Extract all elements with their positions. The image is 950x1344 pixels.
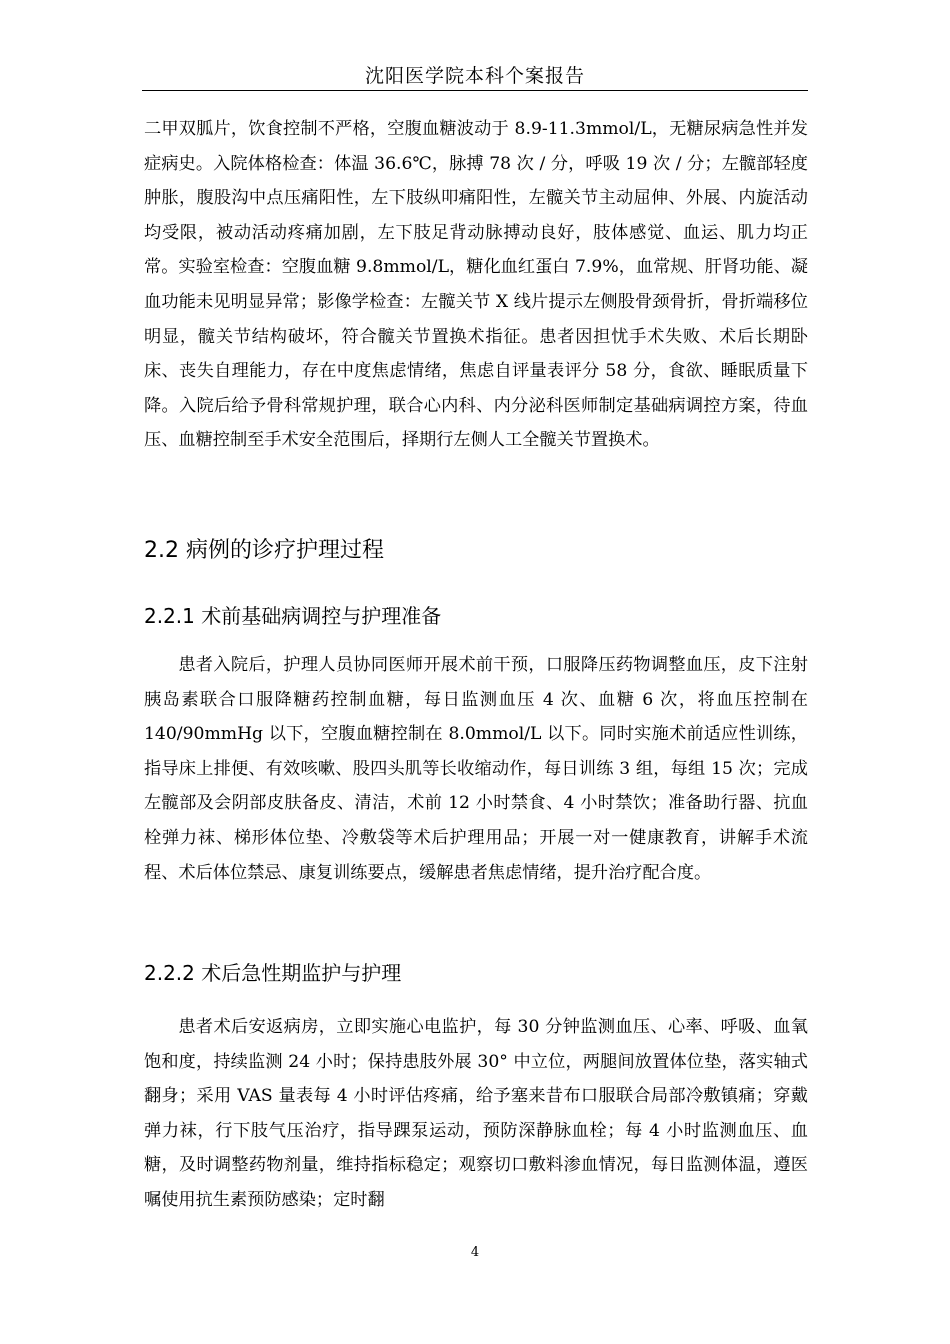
paragraph-case-intro: 二甲双胍片，饮食控制不严格，空腹血糖波动于 8.9-11.3mmol/L，无糖尿病急性并发症病史。入院体格检查：体温 36.6℃，脉搏 78 次 / 分，呼吸 19 次 / 分；左髋部轻度肿胀，腹股沟中点压痛阳性，左下肢纵叩痛阳性，左髋关节主动屈伸、外展、内旋活动均受限，被动活动疼痛加剧，左下肢足背动脉搏动良好，肢体感觉、血运、肌力均正常。实验室检查：空腹血糖 9.8mmol/L，糖化血红蛋白 7.9%，血常规、肝肾功能、凝血功能未见明显异常；影像学检查：左髋关节 X 线片提示左侧股骨颈骨折，骨折端移位明显，髋关节结构破坏，符合髋关节置换术指征。患者因担忧手术失败、术后长期卧床、丧失自理能力，存在中度焦虑情绪，焦虑自评量表评分 58 分，食欲、睡眠质量下降。入院后给予骨科常规护理，联合心内科、内分泌科医师制定基础病调控方案，待血压、血糖控制至手术安全范围后，择期行左侧人工全髋关节置换术。 xyxy=(144,119,808,451)
running-header: 沈阳医学院本科个案报告 xyxy=(364,65,585,87)
section-heading-2-2-1: 2.2.1 术前基础病调控与护理准备 xyxy=(144,604,442,628)
page-number: 4 xyxy=(470,1245,480,1260)
section-heading-2-2-2: 2.2.2 术后急性期监护与护理 xyxy=(144,961,402,985)
section-heading-2-2: 2.2 病例的诊疗护理过程 xyxy=(144,538,384,563)
paragraph-preop-care: 患者入院后，护理人员协同医师开展术前干预，口服降压药物调整血压，皮下注射胰岛素联合口服降糖药控制血糖，每日监测血压 4 次、血糖 6 次，将血压控制在 140/90mmHg 以下，空腹血糖控制在 8.0mmol/L 以下。同时实施术前适应性训练，指导床上排便、有效咳嗽、股四头肌等长收缩动作，每日训练 3 组，每组 15 次；完成左髋部及会阴部皮肤备皮、清洁，术前 12 小时禁食、4 小时禁饮；准备助行器、抗血栓弹力袜、梯形体位垫、冷敷袋等术后护理用品；开展一对一健康教育，讲解手术流程、术后体位禁忌、康复训练要点，缓解患者焦虑情绪，提升治疗配合度。 xyxy=(144,655,808,883)
paragraph-postop-care: 患者术后安返病房，立即实施心电监护，每 30 分钟监测血压、心率、呼吸、血氧饱和度，持续监测 24 小时；保持患肢外展 30° 中立位，两腿间放置体位垫，落实轴式翻身；采用 VAS 量表每 4 小时评估疼痛，给予塞来昔布口服联合局部冷敷镇痛；穿戴弹力袜，行下肢气压治疗，指导踝泵运动，预防深静脉血栓；每 4 小时监测血压、血糖，及时调整药物剂量，维持指标稳定；观察切口敷料渗血情况，每日监测体温，遵医嘱使用抗生素预防感染；定时翻 xyxy=(144,1017,808,1210)
header-rule xyxy=(142,90,808,91)
